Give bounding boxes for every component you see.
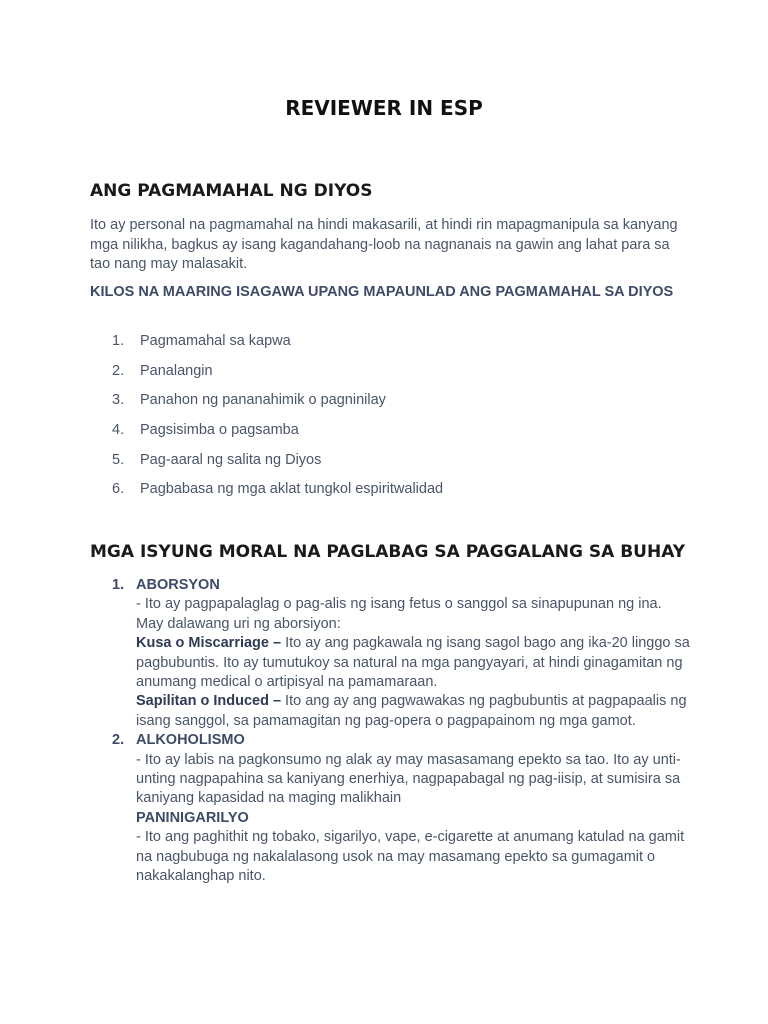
term-sapilitan: Sapilitan o Induced – bbox=[136, 693, 282, 710]
issue-item-alkoholismo bbox=[90, 731, 690, 886]
list-item-text: Panahon ng pananahimik o pagninilay bbox=[140, 392, 386, 409]
list-item-text: Pag-aaral ng salita ng Diyos bbox=[140, 451, 322, 468]
section-heading-pagmamahal: ANG PAGMAMAHAL NG DIYOS bbox=[90, 181, 373, 201]
issue-title: ABORSYON bbox=[136, 577, 220, 593]
abortion-type-kusa bbox=[136, 634, 690, 692]
section-heading-isyung-moral: MGA ISYUNG MORAL NA PAGLABAG SA PAGGALANG SA BUHAY bbox=[90, 542, 686, 562]
list-item-number: 6. bbox=[112, 481, 125, 498]
document-title: REVIEWER IN ESP bbox=[285, 96, 483, 120]
issue-number: 1. bbox=[112, 577, 125, 593]
actions-subheading: KILOS NA MAARING ISAGAWA UPANG MAPAUNLAD ANG PAGMAMAHAL SA DIYOS bbox=[90, 284, 674, 300]
list-item-text: Panalangin bbox=[140, 362, 213, 379]
list-item-number: 2. bbox=[112, 362, 125, 379]
moral-issues-list bbox=[90, 576, 690, 887]
abortion-type-sapilitan bbox=[136, 692, 690, 731]
list-item-number: 4. bbox=[112, 422, 125, 439]
list-item-text: Pagsisimba o pagsamba bbox=[140, 422, 299, 439]
issue-title: ALKOHOLISMO bbox=[136, 732, 245, 749]
term-kusa-definition: Ito ay ang pagkawala ng isang sagol bago ang ika-20 linggo sa pagbubuntis. Ito ay tumutukoy sa natural na mga pangyayari, at hindi ginagamitan ng anumang medical o artipisyal na pamamaraan. bbox=[136, 635, 690, 691]
list-item-number: 5. bbox=[112, 451, 125, 468]
term-sapilitan-definition: Ito ang ay ang pagwawakas ng pagbubuntis at pagpapaalis ng isang sanggol, sa pamamagitan ng pag-opera o pagpapainom ng mga gamot. bbox=[136, 693, 687, 729]
issue-subtitle-paninigarilyo: PANINIGARILYO bbox=[136, 809, 249, 826]
list-item-number: 1. bbox=[112, 333, 125, 349]
issue-description: - Ito ay labis na pagkonsumo ng alak ay may masasamang epekto sa tao. Ito ay unti-unting nagpapahina sa kaniyang enerhiya, nagpapabagal ng pag-iisip, at sumisira sa kaniyang kapasidad na maging malikhain bbox=[136, 751, 681, 807]
list-item-number: 3. bbox=[112, 392, 125, 409]
issue-sub-description: - Ito ang paghithit ng tobako, sigarilyo, vape, e-cigarette at anumang katulad na gamit na nagbubuga ng nakalalasong usok na may masamang epekto sa gumagamit o nakakalanghap nito. bbox=[136, 829, 685, 885]
issue-number: 2. bbox=[112, 732, 125, 749]
term-kusa: Kusa o Miscarriage – bbox=[136, 635, 282, 652]
section-intro-paragraph: Ito ay personal na pagmamahal na hindi makasarili, at hindi rin mapagmanipula sa kanyang mga nilikha, bagkus ay isang kagandahang-loob na nagnanais na gawin ang lahat para sa tao nang may malasakit. bbox=[90, 217, 678, 272]
issue-item-aborsyon bbox=[90, 576, 690, 731]
list-item-text: Pagmamahal sa kapwa bbox=[140, 333, 291, 349]
list-item-text: Pagbabasa ng mga aklat tungkol espiritwalidad bbox=[140, 481, 444, 498]
issue-description: - Ito ay pagpapalaglag o pag-alis ng isang fetus o sanggol sa sinapupunan ng ina. May dalawang uri ng aborsiyon: bbox=[136, 596, 662, 632]
